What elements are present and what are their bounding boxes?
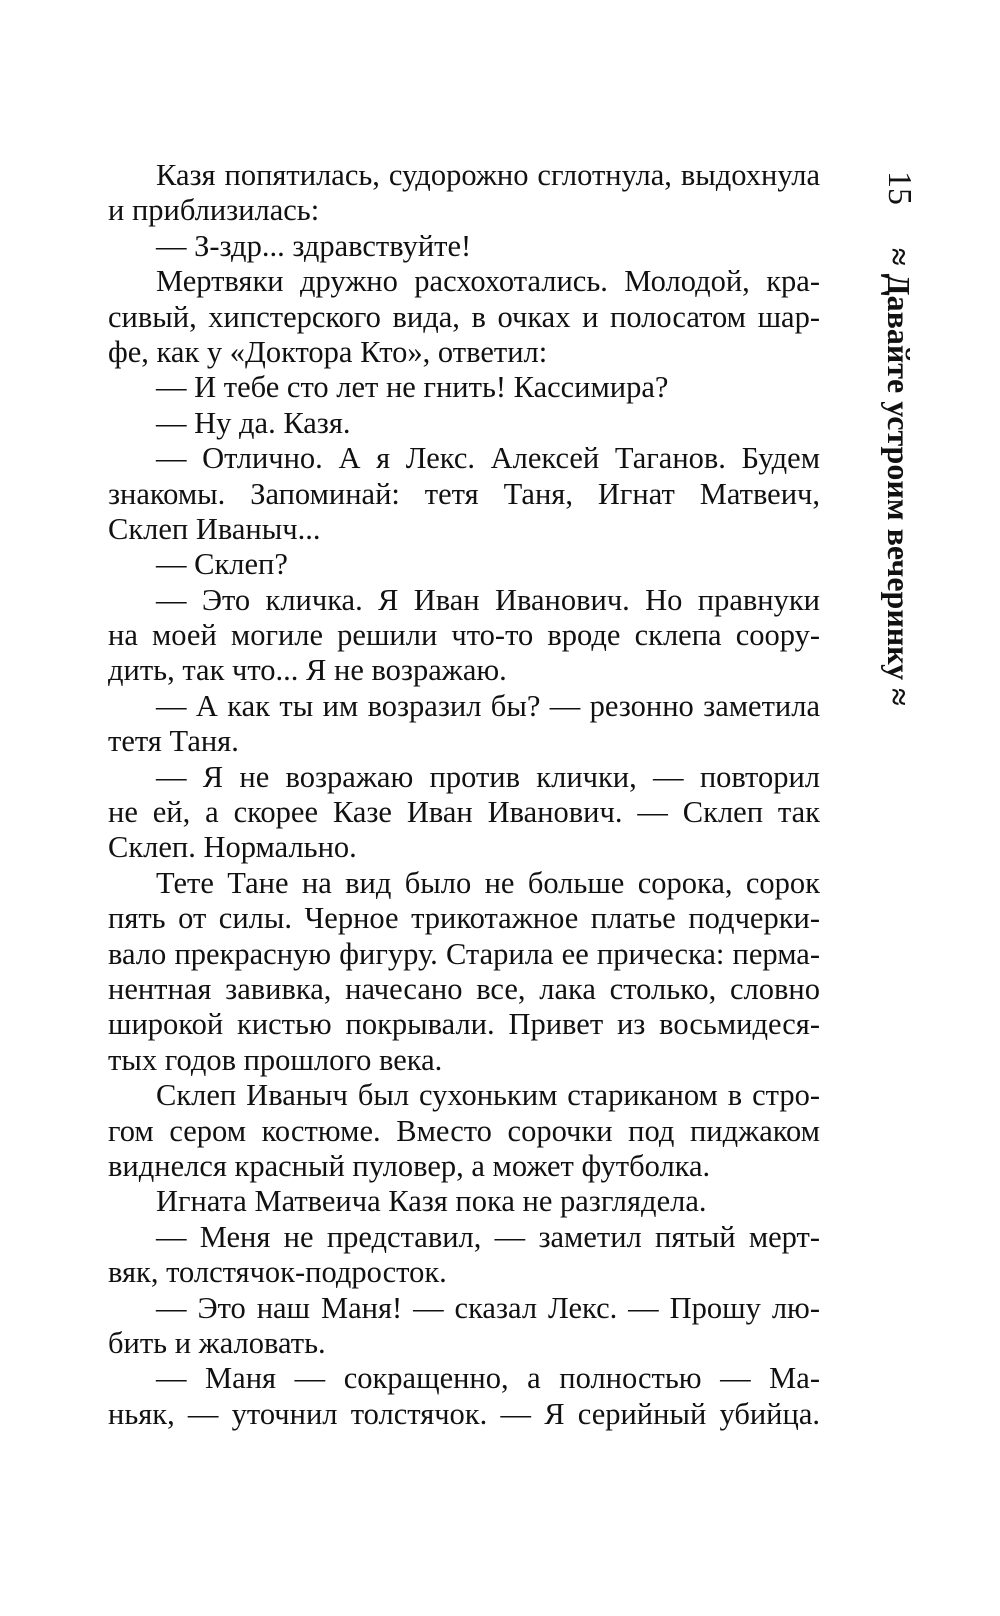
text-line: — А как ты им возразил бы? — резонно заметила (156, 688, 820, 723)
text-line: — Я не возражаю против клички, — повторил (156, 759, 820, 794)
text-line: дить, так что... Я не возражаю. (108, 653, 507, 688)
text-line: нентная завивка, начесано все, лака столько, словно (108, 971, 820, 1006)
text-line: тых годов прошлого века. (108, 1042, 443, 1077)
text-line: Склеп Иваныч... (108, 511, 321, 546)
text-line: Склеп Иваныч был сухоньким стариканом в стро- (156, 1078, 820, 1113)
running-header: ≈ Давайте устроим вечеринку ≈ (881, 248, 917, 706)
text-line: Тете Тане на вид было не больше сорока, сорок (156, 865, 820, 900)
text-line: Мертвяки дружно расхохотались. Молодой, кра- (156, 264, 820, 299)
text-line: на моей могиле решили что-то вроде склепа соору- (108, 618, 820, 653)
text-line: гом сером костюме. Вместо сорочки под пиджаком (108, 1113, 820, 1148)
text-line: тетя Таня. (108, 724, 239, 759)
text-line: — Это наш Маня! — сказал Лекс. — Прошу лю- (156, 1290, 820, 1325)
text-line: знакомы. Запоминай: тетя Таня, Игнат Матвеич, (108, 476, 820, 511)
text-line: — Маня — сокращенно, а полностью — Ма- (156, 1361, 820, 1396)
text-line: — Ну да. Казя. (156, 405, 351, 440)
text-line: — Меня не представил, — заметил пятый мерт- (156, 1219, 820, 1254)
text-line: — Отлично. А я Лекс. Алексей Таганов. Будем (156, 441, 820, 476)
text-line: — И тебе сто лет не гнить! Кассимира? (156, 370, 669, 405)
text-line: Казя попятилась, судорожно сглотнула, выдохнула (156, 158, 820, 192)
text-line: — Это кличка. Я Иван Иванович. Но правнуки (156, 582, 820, 617)
text-line: широкой кистью покрывали. Привет из восьмидеся- (108, 1007, 820, 1042)
body-text (108, 158, 820, 1432)
text-line: ньяк, — уточнил толстячок. — Я серийный убийца. (108, 1396, 820, 1431)
page-number: 15 (881, 171, 918, 205)
text-line: — Склеп? (156, 547, 288, 582)
page-margin (882, 160, 916, 720)
text-line: фе, как у «Доктора Кто», ответил: (108, 334, 548, 369)
text-line: бить и жаловать. (108, 1325, 326, 1360)
text-line: сивый, хипстерского вида, в очках и полосатом шар- (108, 299, 820, 334)
text-line: Склеп. Нормально. (108, 830, 357, 865)
text-line: вяк, толстячок-подросток. (108, 1255, 447, 1290)
text-line: не ей, а скорее Казе Иван Иванович. — Склеп так (108, 795, 820, 830)
text-line: пять от силы. Черное трикотажное платье подчерки- (108, 901, 820, 936)
text-line: Игната Матвеича Казя пока не разглядела. (156, 1184, 707, 1219)
text-line: и приблизилась: (108, 193, 320, 228)
text-line: вало прекрасную фигуру. Старила ее прическа: перма- (108, 936, 820, 971)
text-line: — З-здр... здравствуйте! (156, 228, 472, 263)
text-line: виднелся красный пуловер, а может футболка. (108, 1148, 711, 1183)
